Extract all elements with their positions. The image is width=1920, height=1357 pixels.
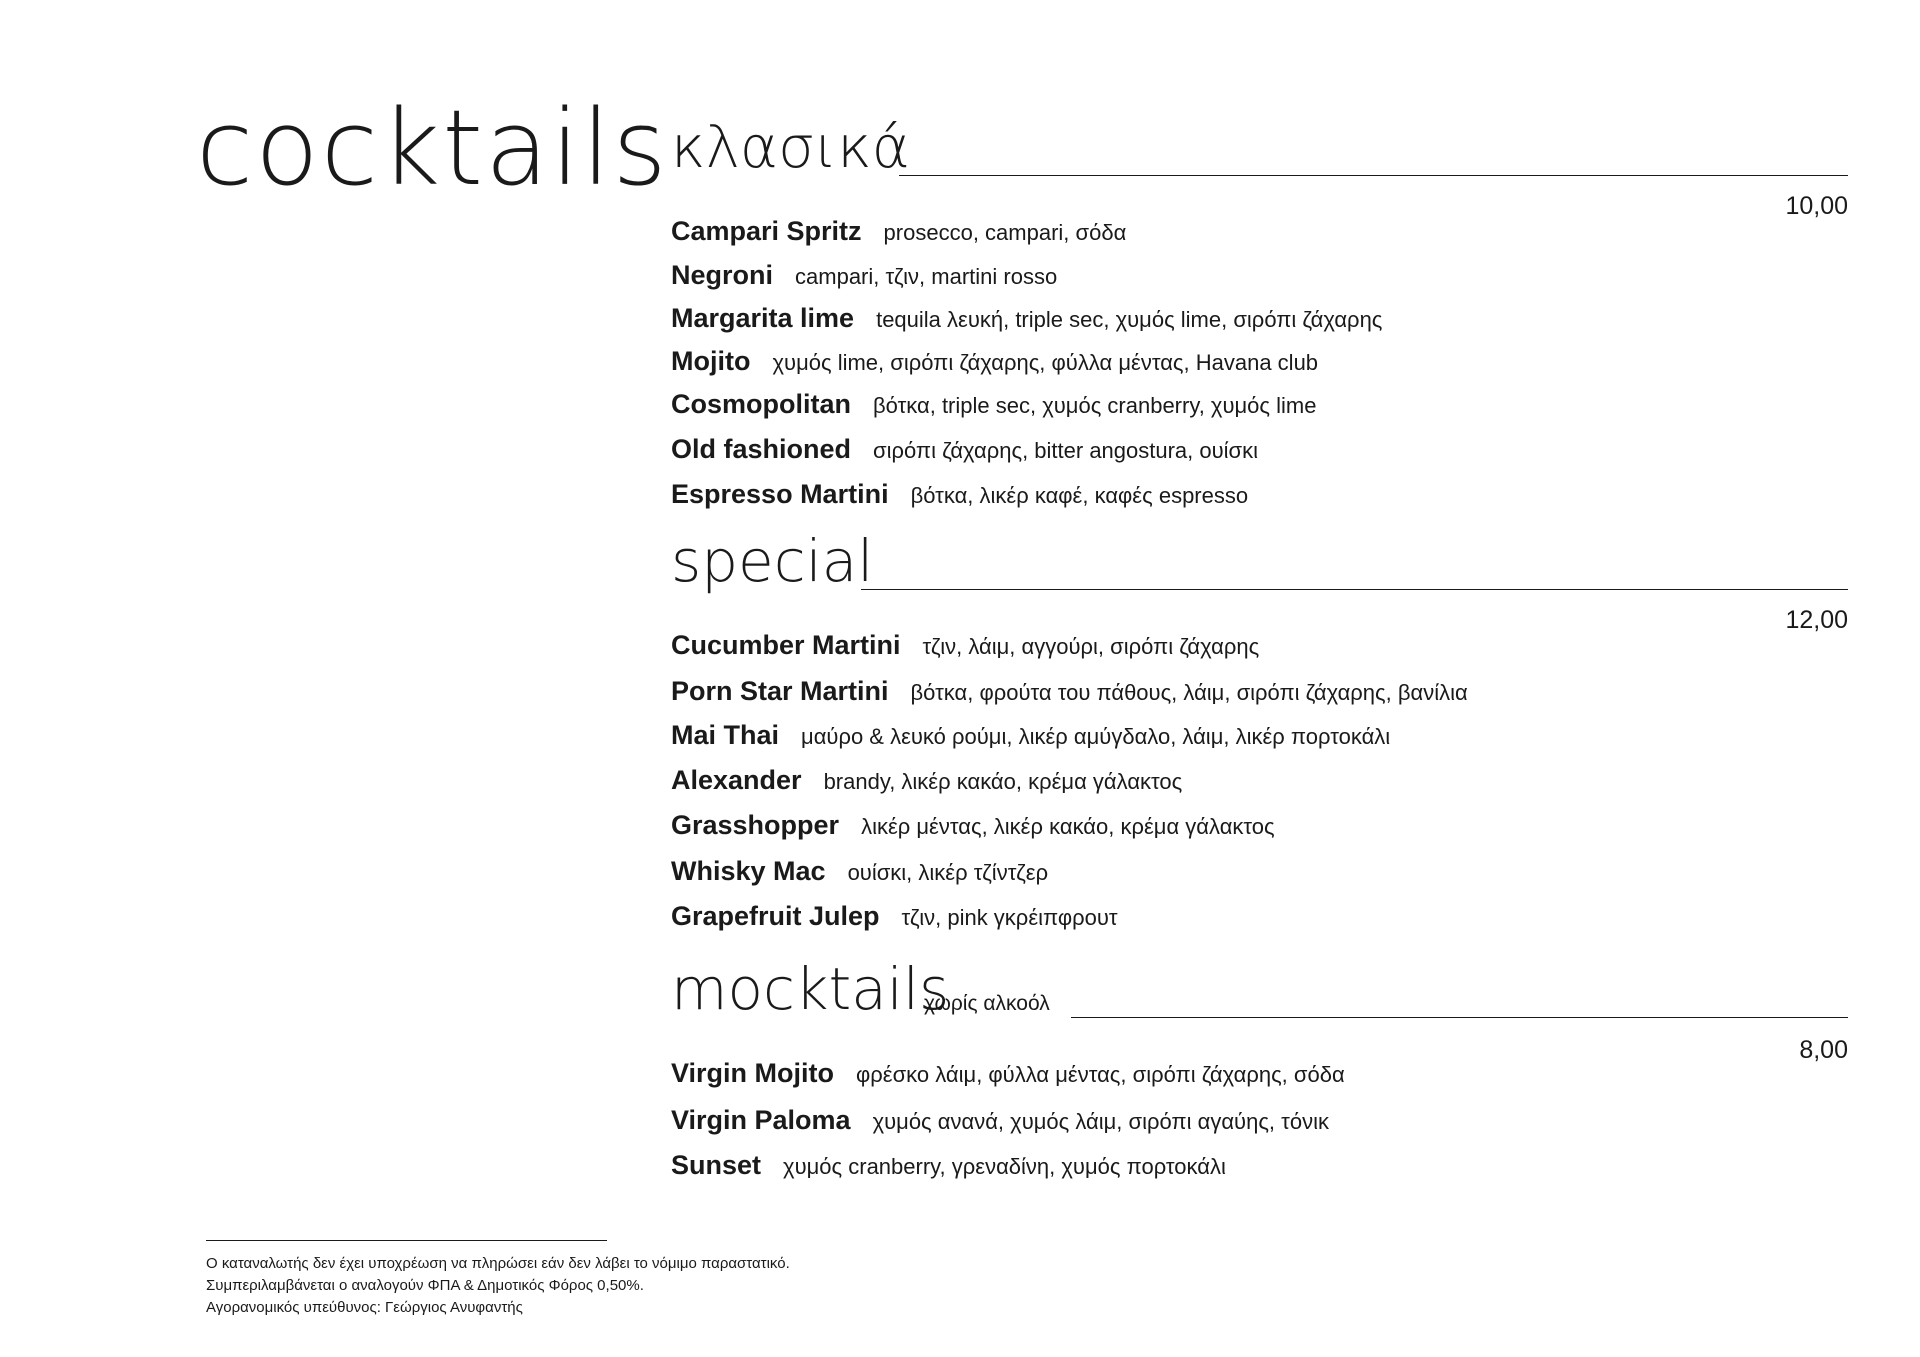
item-name: Grasshopper (671, 810, 840, 840)
item-name: Alexander (671, 765, 802, 795)
menu-item (671, 218, 1126, 245)
menu-item (671, 1152, 1226, 1179)
menu-item (671, 436, 1258, 463)
item-name: Porn Star Martini (671, 676, 889, 706)
item-name: Sunset (671, 1150, 762, 1180)
item-description: βότκα, triple sec, χυμός cranberry, χυμός lime (873, 393, 1317, 418)
menu-item (671, 903, 1118, 930)
footer-rule (206, 1240, 607, 1241)
item-description: prosecco, campari, σόδα (883, 220, 1127, 245)
footer-line: Αγορανομικός υπεύθυνος: Γεώργιος Ανυφαντής (206, 1299, 523, 1316)
item-description: χυμός lime, σιρόπι ζάχαρης, φύλλα μέντας, Havana club (772, 350, 1319, 375)
item-description: σιρόπι ζάχαρης, bitter angostura, ουίσκι (873, 438, 1259, 463)
item-name: Espresso Martini (671, 479, 889, 509)
section-header (671, 952, 1848, 1022)
item-name: Margarita lime (671, 303, 855, 333)
item-description: ουίσκι, λικέρ τζίντζερ (847, 860, 1049, 885)
menu-item (671, 678, 1468, 705)
menu-item (671, 1060, 1345, 1087)
item-name: Virgin Mojito (671, 1058, 834, 1088)
menu-item (671, 767, 1182, 794)
section-subtitle: χωρίς αλκοόλ (924, 992, 1050, 1015)
section-rule (861, 589, 1848, 590)
section-rule (1071, 1017, 1848, 1018)
section-header (671, 110, 1848, 180)
item-name: Whisky Mac (671, 856, 826, 886)
footer-line: Ο καταναλωτής δεν έχει υποχρέωση να πληρώσει εάν δεν λάβει το νόμιμο παραστατικό. (206, 1255, 790, 1272)
item-name: Grapefruit Julep (671, 901, 880, 931)
menu-item (671, 262, 1057, 289)
section-price: 12,00 (1785, 606, 1848, 634)
item-description: βότκα, λικέρ καφέ, καφές espresso (910, 483, 1249, 508)
footer-notes (206, 1253, 790, 1319)
section-classics (671, 110, 1848, 509)
footer-line: Συμπεριλαμβάνεται ο αναλογούν ΦΠΑ & Δημοτικός Φόρος 0,50%. (206, 1277, 644, 1294)
item-name: Virgin Paloma (671, 1105, 851, 1135)
item-name: Mai Thai (671, 720, 780, 750)
section-title: κλασικά (671, 113, 910, 181)
section-rule (899, 175, 1848, 176)
item-name: Old fashioned (671, 434, 852, 464)
section-header (671, 524, 1848, 594)
item-description: τζιν, λάιμ, αγγούρι, σιρόπι ζάχαρης (922, 634, 1260, 659)
menu-item (671, 481, 1248, 508)
section-price: 10,00 (1785, 192, 1848, 220)
menu-item (671, 305, 1382, 332)
menu-item (671, 812, 1275, 839)
menu-item (671, 858, 1048, 885)
item-name: Cosmopolitan (671, 389, 851, 419)
menu-item (671, 391, 1316, 418)
menu-item (671, 1107, 1329, 1134)
item-name: Negroni (671, 260, 774, 290)
item-description: τζιν, pink γκρέιπφρουτ (901, 905, 1118, 930)
section-mocktails (671, 952, 1848, 1180)
item-name: Cucumber Martini (671, 630, 901, 660)
section-title: mocktails (671, 955, 950, 1023)
item-description: brandy, λικέρ κακάο, κρέμα γάλακτος (823, 769, 1183, 794)
menu-item (671, 722, 1390, 749)
item-description: χυμός ανανά, χυμός λάιμ, σιρόπι αγαύης, τόνικ (872, 1109, 1329, 1134)
item-description: λικέρ μέντας, λικέρ κακάο, κρέμα γάλακτος (861, 814, 1275, 839)
item-description: campari, τζιν, martini rosso (795, 264, 1058, 289)
item-name: Mojito (671, 346, 751, 376)
item-name: Campari Spritz (671, 216, 862, 246)
item-description: μαύρο & λευκό ρούμι, λικέρ αμύγδαλο, λάιμ, λικέρ πορτοκάλι (801, 724, 1391, 749)
section-title: special (671, 527, 874, 595)
item-description: βότκα, φρούτα του πάθους, λάιμ, σιρόπι ζάχαρης, βανίλια (910, 680, 1468, 705)
menu-title: cocktails (196, 87, 669, 209)
menu-item (671, 632, 1259, 659)
section-price: 8,00 (1799, 1036, 1848, 1064)
menu-item (671, 348, 1318, 375)
item-description: tequila λευκή, triple sec, χυμός lime, σιρόπι ζάχαρης (876, 307, 1383, 332)
item-description: φρέσκο λάιμ, φύλλα μέντας, σιρόπι ζάχαρης, σόδα (856, 1062, 1345, 1087)
section-special (671, 524, 1848, 931)
item-description: χυμός cranberry, γρεναδίνη, χυμός πορτοκάλι (783, 1154, 1226, 1179)
